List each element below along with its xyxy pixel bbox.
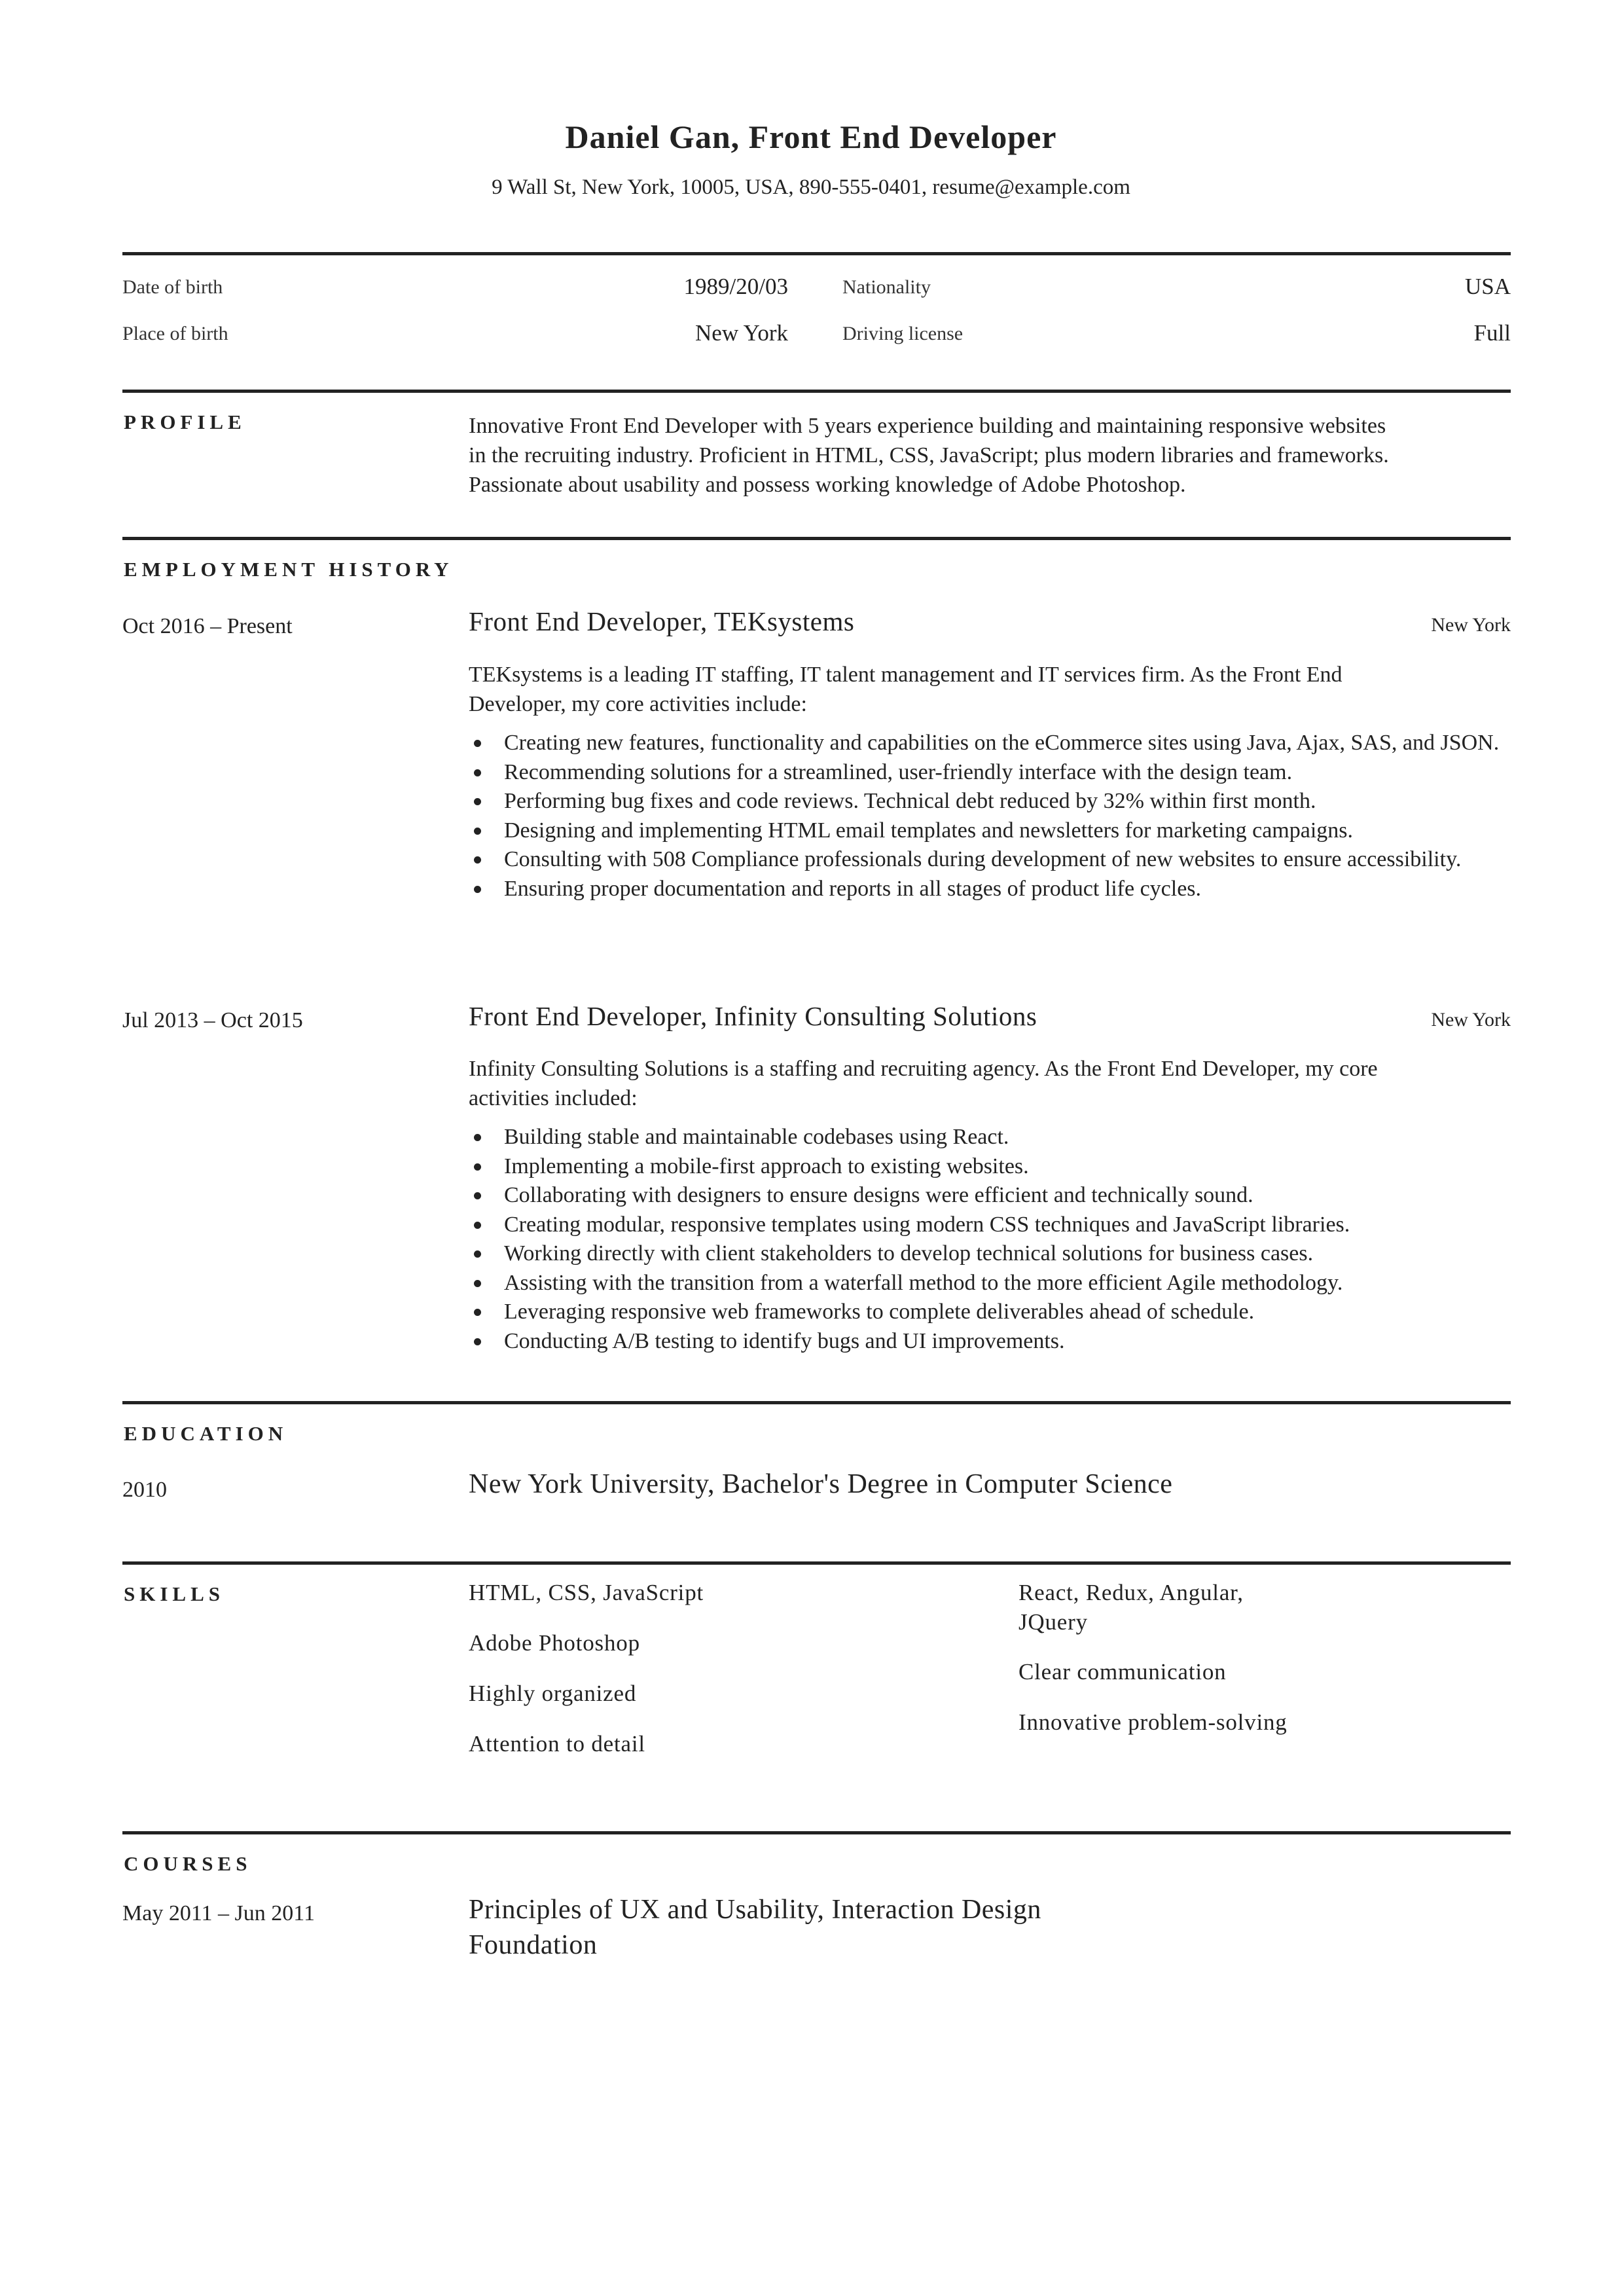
- job-description: [469, 1054, 1516, 1113]
- skill-item: Highly organized: [469, 1681, 637, 1706]
- skill-item: Innovative problem-solving: [1018, 1709, 1288, 1735]
- profile-heading: PROFILE: [124, 410, 246, 433]
- divider: [122, 537, 1511, 540]
- job-title: Front End Developer, TEKsystems: [469, 606, 855, 636]
- list-item: Conducting A/B testing to identify bugs and UI improvements.: [504, 1327, 1515, 1357]
- skill-item-line: JQuery: [1018, 1609, 1088, 1635]
- employment-heading: EMPLOYMENT HISTORY: [124, 558, 454, 581]
- list-item: Building stable and maintainable codebases using React.: [504, 1123, 1515, 1152]
- education-year: 2010: [122, 1478, 167, 1502]
- course-dates: May 2011 – Jun 2011: [122, 1901, 315, 1925]
- job-bullet-list: [504, 729, 1515, 903]
- list-item: Working directly with client stakeholders to develop technical solutions for business cases.: [504, 1239, 1515, 1269]
- course-title-line: Foundation: [469, 1930, 598, 1960]
- list-item: Assisting with the transition from a waterfall method to the more efficient Agile methodology.: [504, 1269, 1515, 1298]
- profile-line: Innovative Front End Developer with 5 years experience building and maintaining responsive websites: [469, 414, 1386, 438]
- skill-item: [1018, 1578, 1244, 1637]
- education-degree: New York University, Bachelor's Degree in Computer Science: [469, 1469, 1173, 1499]
- date-of-birth-value: 1989/20/03: [683, 274, 788, 299]
- job-city: New York: [1431, 1009, 1511, 1030]
- nationality-label: Nationality: [842, 276, 931, 298]
- profile-text: [469, 411, 1516, 500]
- contact-line: 9 Wall St, New York, 10005, USA, 890-555-0401, resume@example.com: [492, 175, 1130, 199]
- skill-item: HTML, CSS, JavaScript: [469, 1580, 704, 1605]
- candidate-name: Daniel Gan, Front End Developer: [565, 118, 1057, 155]
- list-item: Collaborating with designers to ensure designs were efficient and technically sound.: [504, 1181, 1515, 1211]
- list-item: Consulting with 508 Compliance professionals during development of new websites to ensure accessibility.: [504, 845, 1515, 875]
- job-city: New York: [1431, 614, 1511, 636]
- job-description-line: Developer, my core activities include:: [469, 692, 807, 716]
- education-heading: EDUCATION: [124, 1422, 288, 1445]
- driving-license-label: Driving license: [842, 323, 964, 344]
- place-of-birth-value: New York: [695, 320, 788, 346]
- job-description: [469, 660, 1516, 719]
- list-item: Performing bug fixes and code reviews. Technical debt reduced by 32% within first month.: [504, 787, 1515, 816]
- list-item: Implementing a mobile-first approach to existing websites.: [504, 1152, 1515, 1182]
- job-description-line: Infinity Consulting Solutions is a staffing and recruiting agency. As the Front End Developer, my core: [469, 1057, 1378, 1081]
- divider: [122, 1561, 1511, 1565]
- list-item: Creating modular, responsive templates using modern CSS techniques and JavaScript libraries.: [504, 1211, 1515, 1240]
- list-item: Creating new features, functionality and capabilities on the eCommerce sites using Java, Ajax, SAS, and JSON.: [504, 729, 1515, 758]
- skill-item: Adobe Photoshop: [469, 1630, 640, 1656]
- list-item: Recommending solutions for a streamlined, user-friendly interface with the design team.: [504, 758, 1515, 788]
- list-item: Leveraging responsive web frameworks to complete deliverables ahead of schedule.: [504, 1298, 1515, 1327]
- date-of-birth-label: Date of birth: [122, 276, 223, 298]
- job-dates: Oct 2016 – Present: [122, 614, 293, 638]
- divider: [122, 390, 1511, 393]
- course-title-line: Principles of UX and Usability, Interaction Design: [469, 1895, 1041, 1925]
- job-title: Front End Developer, Infinity Consulting Solutions: [469, 1001, 1037, 1031]
- skill-item: Clear communication: [1018, 1659, 1227, 1685]
- job-description-line: activities included:: [469, 1086, 638, 1110]
- job-description-line: TEKsystems is a leading IT staffing, IT talent management and IT services firm. As the Front End: [469, 663, 1343, 687]
- list-item: Designing and implementing HTML email templates and newsletters for marketing campaigns.: [504, 816, 1515, 846]
- divider: [122, 252, 1511, 255]
- profile-line: in the recruiting industry. Proficient in HTML, CSS, JavaScript; plus modern libraries and frameworks.: [469, 443, 1389, 467]
- skill-item-line: React, Redux, Angular,: [1018, 1580, 1244, 1605]
- nationality-value: USA: [1464, 274, 1511, 299]
- profile-line: Passionate about usability and possess working knowledge of Adobe Photoshop.: [469, 473, 1186, 497]
- skills-heading: SKILLS: [124, 1582, 225, 1605]
- driving-license-value: Full: [1473, 320, 1511, 346]
- job-bullet-list: [504, 1123, 1515, 1356]
- course-title: [469, 1892, 1189, 1963]
- job-dates: Jul 2013 – Oct 2015: [122, 1008, 303, 1032]
- divider: [122, 1401, 1511, 1404]
- list-item: Ensuring proper documentation and reports in all stages of product life cycles.: [504, 875, 1515, 904]
- skill-item: Attention to detail: [469, 1731, 645, 1757]
- place-of-birth-label: Place of birth: [122, 323, 228, 344]
- divider: [122, 1831, 1511, 1834]
- courses-heading: COURSES: [124, 1852, 252, 1875]
